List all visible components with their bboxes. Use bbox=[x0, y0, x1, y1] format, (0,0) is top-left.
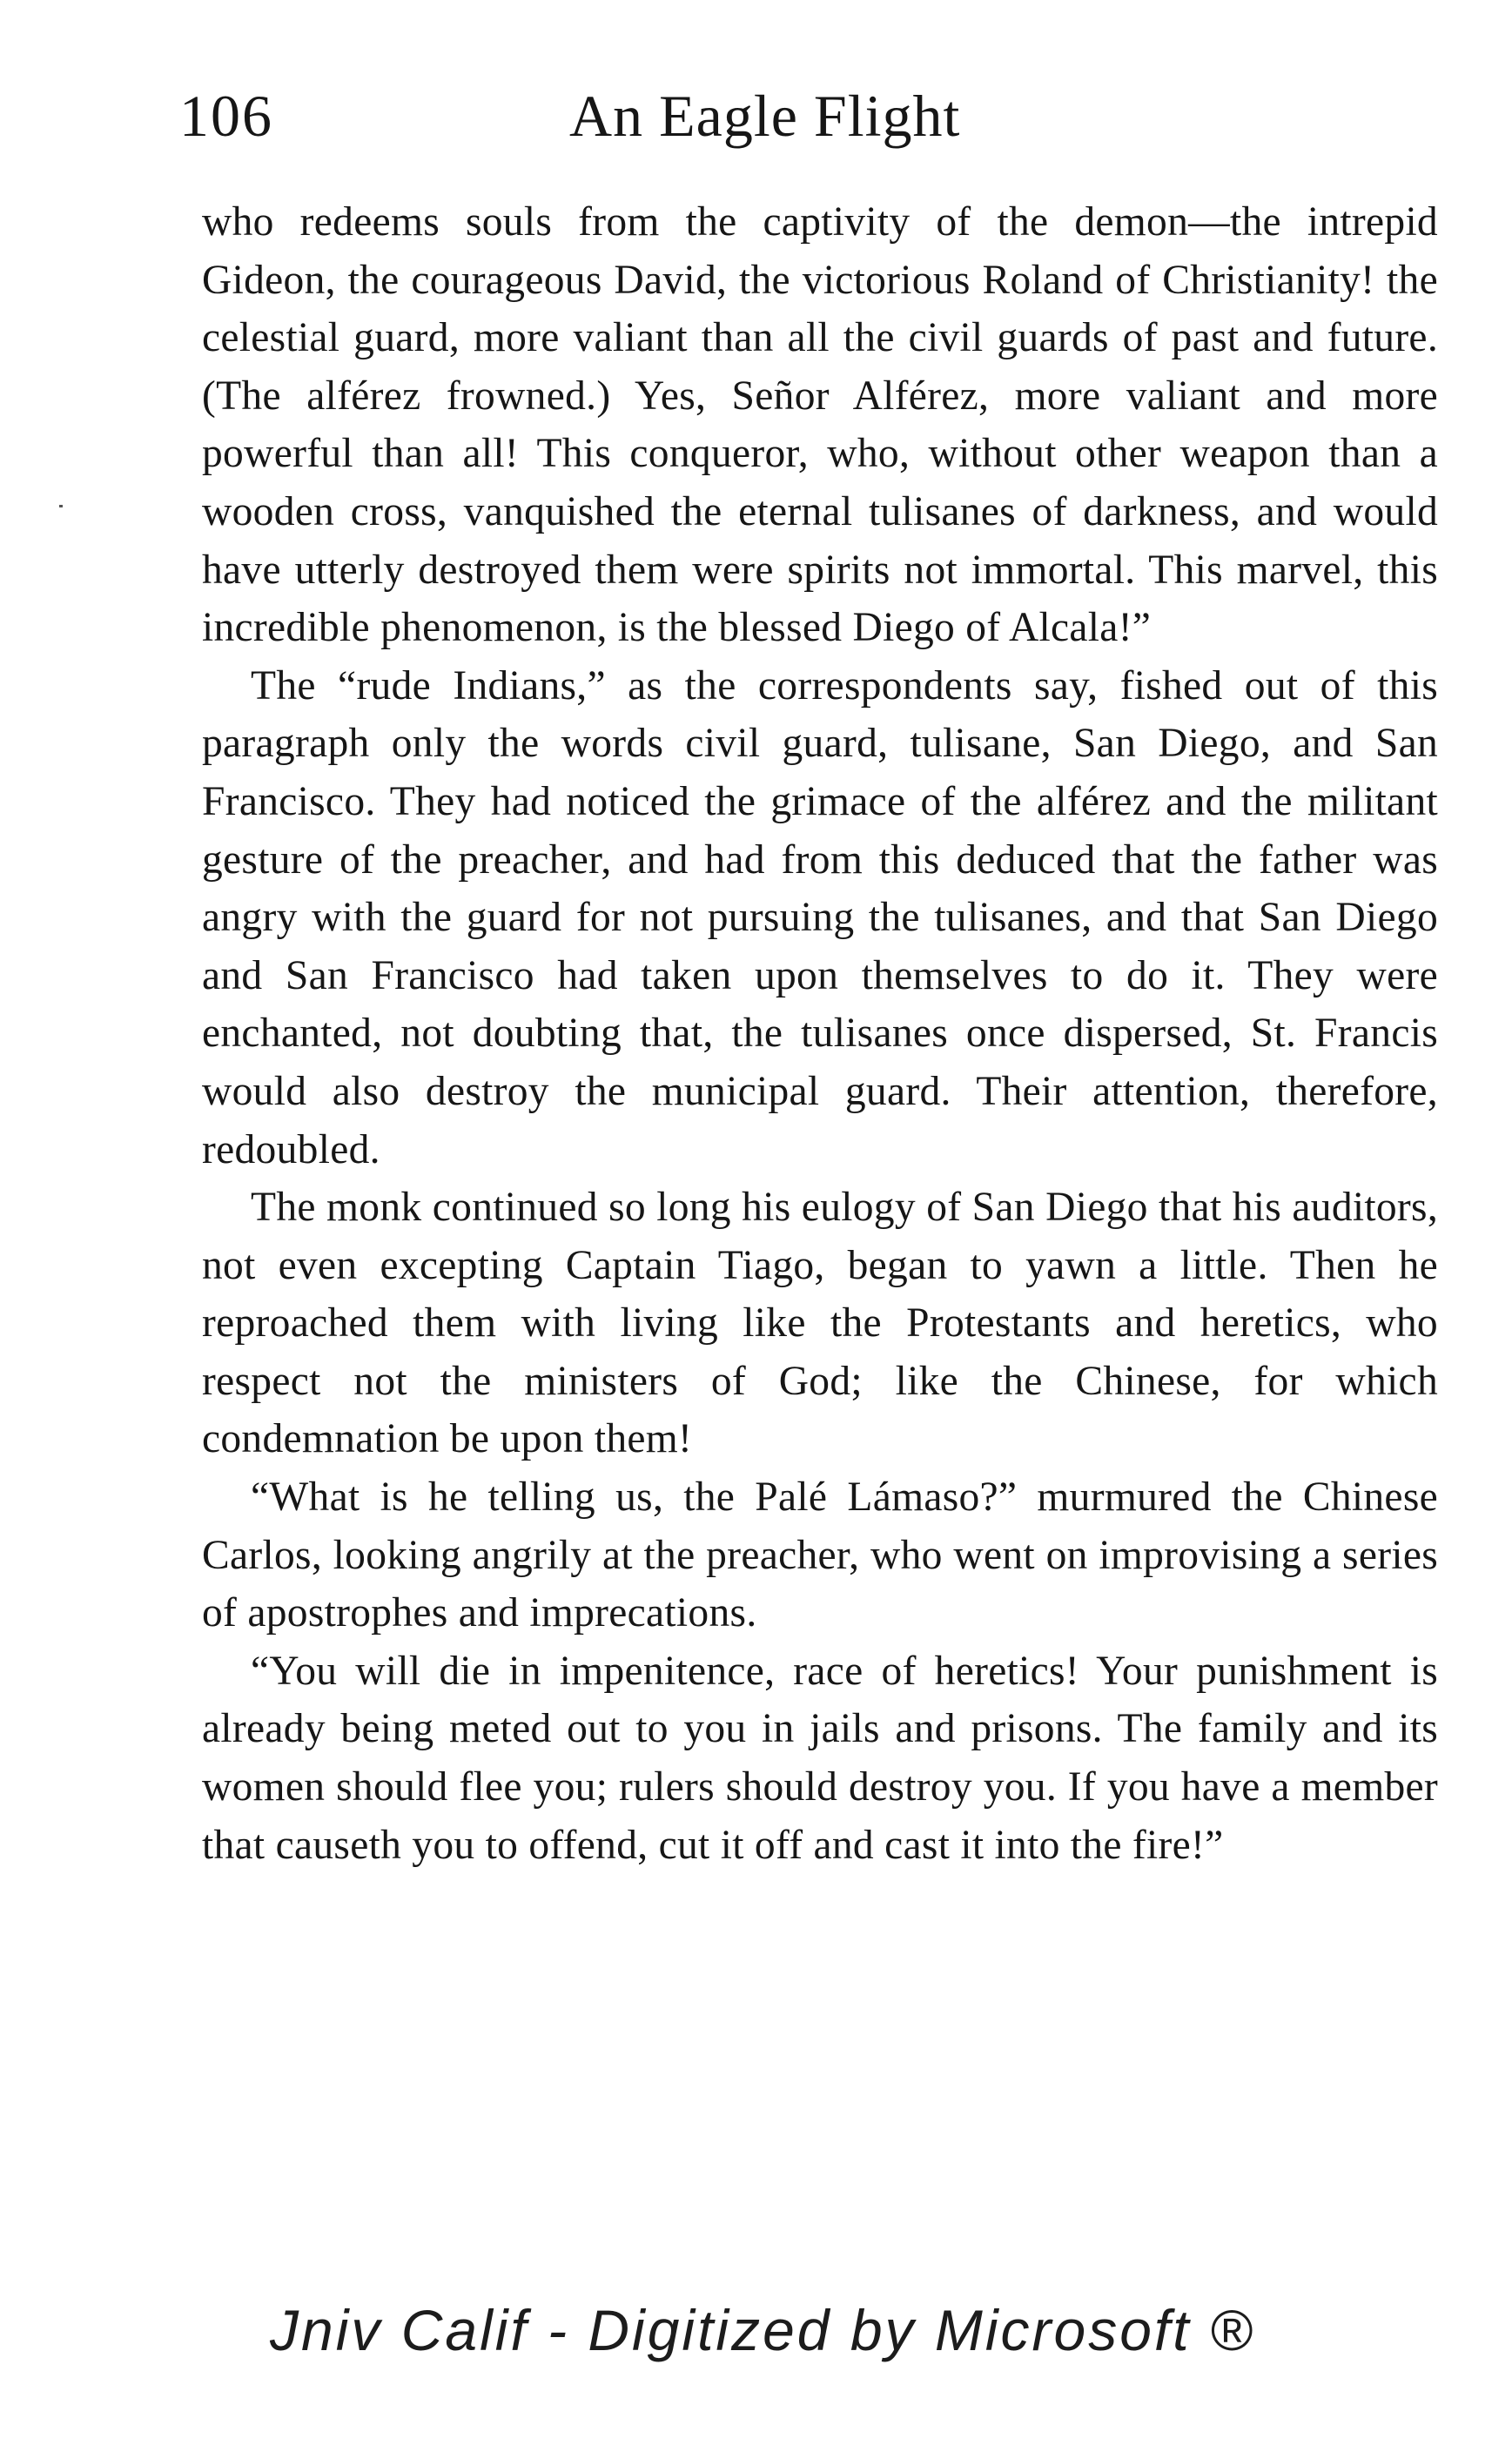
digitization-watermark: Jniv Calif - Digitized by Microsoft ® bbox=[270, 2298, 1255, 2362]
page-header bbox=[179, 68, 1415, 164]
paragraph: The monk continued so long his eulogy of San Diego that his auditors, not even excepting Captain Tiago, began to yawn a little. Then he reproached them with living like the Protestants and heretics, who respect not the ministers of God; like the Chinese, for which condemnation be upon them! bbox=[202, 1185, 1438, 1462]
margin-speck bbox=[59, 505, 63, 507]
paragraph: “What is he telling us, the Palé Lámaso?” murmured the Chinese Carlos, looking angrily at the preacher, who went on improvising a series of apostrophes and imprecations. bbox=[202, 1474, 1438, 1636]
paragraph-continued: who redeems souls from the captivity of the demon—the intrepid Gideon, the courageous David, the victorious Roland of Christianity! the celestial guard, more valiant than all the civil guards of past and future. (The alférez frowned.) Yes, Señor Alférez, more valiant and more powerful than all! This conqueror, who, without other weapon than a wooden cross, vanquished the eternal tulisanes of darkness, and would have utterly destroyed them were spirits not immortal. This marvel, this incredible phenomenon, is the blessed Diego of Alcala!” bbox=[202, 199, 1438, 651]
body-text bbox=[202, 193, 1438, 1874]
running-title: An Eagle Flight bbox=[569, 83, 961, 149]
paragraph: The “rude Indians,” as the correspondents say, fished out of this paragraph only the words civil guard, tulisane, San Diego, and San Francisco. They had noticed the grimace of the alférez and the militant gesture of the preacher, and had from this deduced that the father was angry with the guard for not pursuing the tulisanes, and that San Diego and San Francisco had taken upon themselves to do it. They were enchanted, not doubting that, the tulisanes once dispersed, St. Francis would also destroy the municipal guard. Their attention, therefore, redoubled. bbox=[202, 662, 1438, 1172]
paragraph: “You will die in impenitence, race of heretics! Your punishment is already being meted out to you in jails and prisons. The family and its women should flee you; rulers should destroy you. If you have a member that causeth you to offend, cut it off and cast it into the fire!” bbox=[202, 1648, 1438, 1868]
page-number: 106 bbox=[179, 83, 273, 149]
